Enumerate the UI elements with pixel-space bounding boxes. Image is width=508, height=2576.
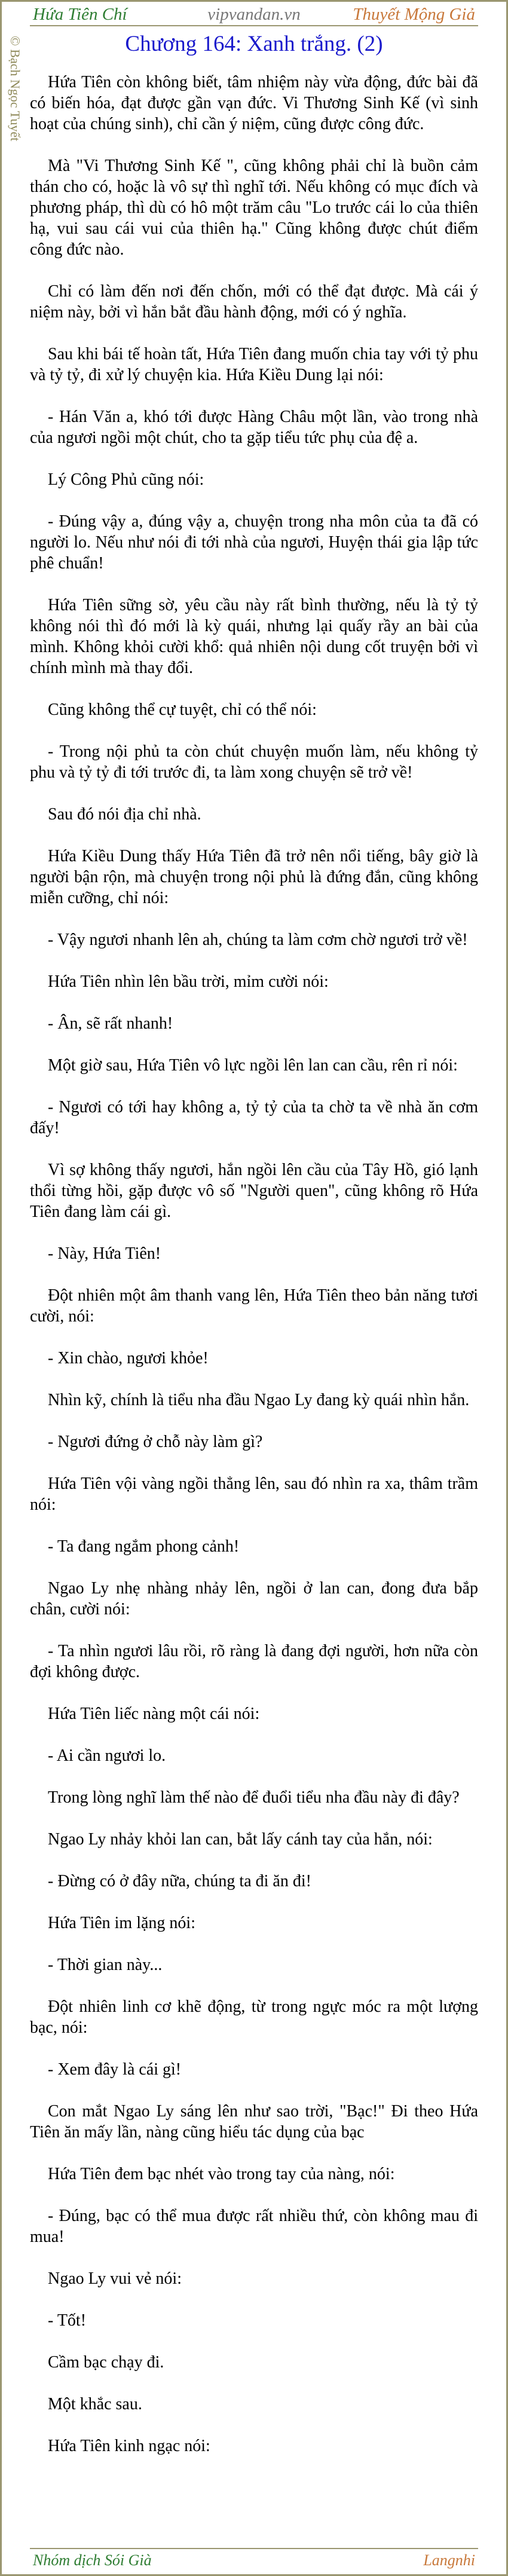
paragraph: Đột nhiên một âm thanh vang lên, Hứa Tiên theo bản năng tươi cười, nói: [30, 1286, 478, 1326]
page-header [30, 4, 478, 26]
paragraph: Nhìn kỹ, chính là tiểu nha đầu Ngao Ly đang kỳ quái nhìn hắn. [48, 1391, 470, 1409]
site-name: vipvandan.vn [207, 5, 301, 24]
paragraph: Mà "Vi Thương Sinh Kế ", cũng không phải chỉ là buồn cảm thán cho có, hoặc là vô sự thì nghĩ tới. Nếu không có mục đích và phương pháp, thì dù có hô một trăm câu "Lo trước cái lo của thiên hạ, vui sau cái vui của thiên hạ." Cũng không được chút điểm công đức nào. [30, 157, 478, 259]
paragraph: Sau khi bái tế hoàn tất, Hứa Tiên đang muốn chia tay với tỷ phu và tỷ tỷ, đi xử lý chuyện kia. Hứa Kiều Dung lại nói: [30, 345, 478, 384]
paragraph: Cầm bạc chạy đi. [48, 2353, 164, 2372]
page-footer [30, 2548, 478, 2573]
paragraph: Một khắc sau. [48, 2395, 142, 2413]
book-title: Hứa Tiên Chí [33, 5, 127, 24]
paragraph: - Này, Hứa Tiên! [48, 1244, 161, 1263]
paragraph: Chỉ có làm đến nơi đến chốn, mới có thể đạt được. Mà cái ý niệm này, bởi vì hắn bắt đầu hành động, mới có ý nghĩa. [30, 282, 478, 322]
copyright-watermark [6, 36, 24, 185]
chapter-title: Chương 164: Xanh trắng. (2) [125, 32, 383, 56]
paragraph: Ngao Ly vui vẻ nói: [48, 2269, 182, 2288]
paragraph: Sau đó nói địa chỉ nhà. [48, 805, 201, 824]
chapter-body [30, 72, 478, 2477]
paragraph: Ngao Ly nhảy khỏi lan can, bắt lấy cánh tay của hắn, nói: [48, 1830, 433, 1849]
paragraph: Cũng không thể cự tuyệt, chỉ có thể nói: [48, 700, 317, 719]
paragraph: Hứa Tiên liếc nàng một cái nói: [48, 1705, 260, 1723]
paragraph: Trong lòng nghĩ làm thế nào để đuổi tiểu nha đầu này đi đây? [48, 1788, 460, 1807]
paragraph: - Ta đang ngắm phong cảnh! [48, 1537, 240, 1556]
paragraph: - Ngươi đứng ở chỗ này làm gì? [48, 1433, 263, 1451]
paragraph: Hứa Kiều Dung thấy Hứa Tiên đã trở nên nổi tiếng, bây giờ là người bận rộn, mà chuyện trong nội phủ là đứng đắn, cũng không miễn cưỡng, chỉ nói: [30, 847, 478, 907]
paragraph: - Đúng, bạc có thể mua được rất nhiều thứ, còn không mau đi mua! [30, 2207, 478, 2246]
paragraph: Hứa Tiên sững sờ, yêu cầu này rất bình thường, nếu là tỷ tỷ không nói thì đó mới là kỳ quái, nhưng lại quấy rầy an bài của mình. Không khỏi cười khổ: quả nhiên nội dung cốt truyện bởi vì chính mình mà thay đổi. [30, 596, 478, 677]
editor-name: Langnhi [423, 2551, 475, 2569]
paragraph: Ngao Ly nhẹ nhàng nhảy lên, ngồi ở lan can, đong đưa bắp chân, cười nói: [30, 1579, 478, 1619]
paragraph: Hứa Tiên nhìn lên bầu trời, mỉm cười nói: [48, 972, 329, 991]
paragraph: Hứa Tiên vội vàng ngồi thẳng lên, sau đó nhìn ra xa, thâm trầm nói: [30, 1474, 478, 1514]
paragraph: - Ta nhìn ngươi lâu rồi, rõ ràng là đang đợi người, hơn nữa còn đợi không được. [30, 1642, 478, 1681]
translator-group: Nhóm dịch Sói Già [33, 2551, 152, 2569]
paragraph: Hứa Tiên đem bạc nhét vào trong tay của nàng, nói: [48, 2165, 395, 2183]
paragraph: - Xem đây là cái gì! [48, 2060, 182, 2079]
watermark-text: © Bạch Ngọc Tuyết [8, 36, 23, 142]
paragraph: - Tốt! [48, 2311, 87, 2330]
paragraph: Vì sợ không thấy ngươi, hắn ngồi lên cầu của Tây Hồ, gió lạnh thổi từng hồi, gặp được vô số "Người quen", cũng không rõ Hứa Tiên đang làm cái gì. [30, 1161, 478, 1221]
paragraph: Hứa Tiên kinh ngạc nói: [48, 2437, 210, 2455]
paragraph: - Trong nội phủ ta còn chút chuyện muốn làm, nếu không tỷ phu và tỷ tỷ đi tới trước đi, ta làm xong chuyện sẽ trở về! [30, 742, 478, 782]
paragraph: - Ngươi có tới hay không a, tỷ tỷ của ta chờ ta về nhà ăn cơm đấy! [30, 1098, 478, 1137]
paragraph: Hứa Tiên còn không biết, tâm nhiệm này vừa động, đức bài đã có biến hóa, đạt được gần vạn đức. Vi Thương Sinh Kế (vì sinh hoạt của chúng sinh), chỉ cần ý niệm, cũng được công đức. [30, 73, 478, 133]
paragraph: - Xin chào, ngươi khỏe! [48, 1349, 209, 1367]
paragraph: - Hán Văn a, khó tới được Hàng Châu một lần, vào trong nhà của ngươi ngồi một chút, cho ta gặp tiểu tức phụ của đệ a. [30, 408, 478, 447]
paragraph: - Ai cần ngươi lo. [48, 1746, 166, 1765]
paragraph: Hứa Tiên im lặng nói: [48, 1914, 195, 1932]
paragraph: - Đúng vậy a, đúng vậy a, chuyện trong nha môn của ta đã có người lo. Nếu như nói đi tới nhà của ngươi, Huyện thái gia lập tức phê chuẩn! [30, 512, 478, 573]
paragraph: - Vậy ngươi nhanh lên ah, chúng ta làm cơm chờ ngươi trở về! [48, 931, 468, 949]
paragraph: - Đừng có ở đây nữa, chúng ta đi ăn đi! [48, 1872, 311, 1890]
paragraph: - Ân, sẽ rất nhanh! [48, 1014, 173, 1033]
paragraph: Lý Công Phủ cũng nói: [48, 470, 204, 489]
paragraph: - Thời gian này... [48, 1956, 163, 1974]
paragraph: Con mắt Ngao Ly sáng lên như sao trời, "Bạc!" Đi theo Hứa Tiên ăn mấy lần, nàng cũng hiểu tác dụng của bạc [30, 2102, 478, 2141]
paragraph: Một giờ sau, Hứa Tiên vô lực ngồi lên lan can cầu, rên rỉ nói: [48, 1056, 458, 1075]
paragraph: Đột nhiên linh cơ khẽ động, từ trong ngực móc ra một lượng bạc, nói: [30, 1997, 478, 2037]
author-name: Thuyết Mộng Giả [353, 5, 475, 24]
